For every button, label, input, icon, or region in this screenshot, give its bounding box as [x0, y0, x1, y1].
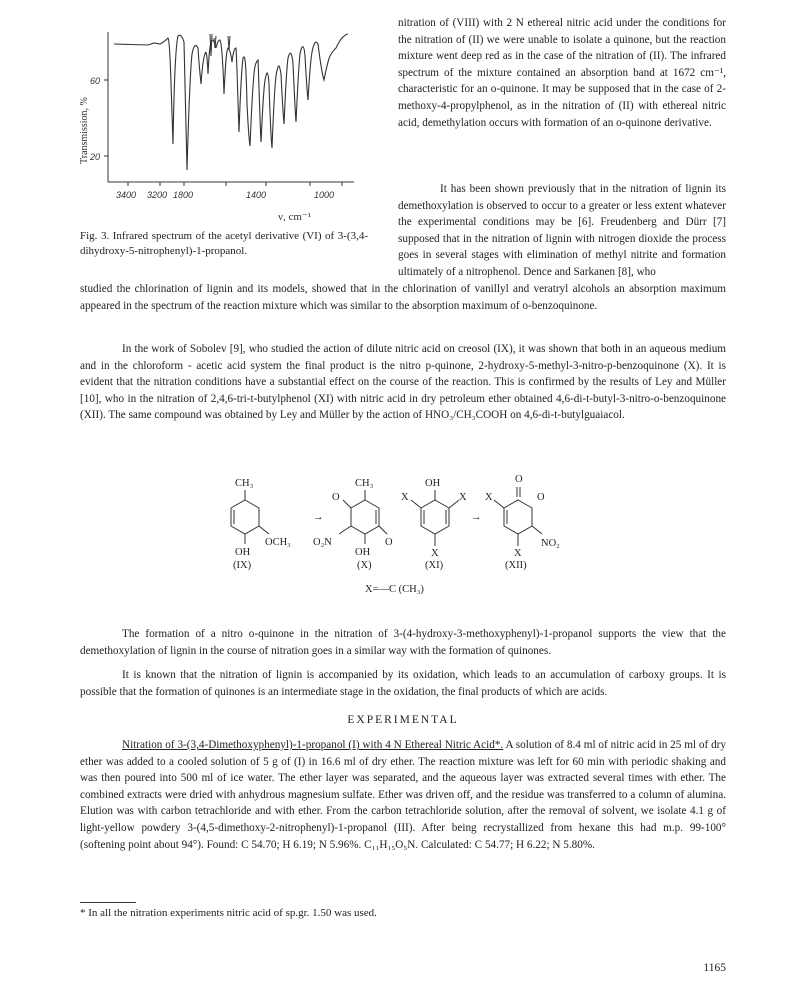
paragraph-experimental: [80, 737, 726, 853]
compound-xi: [401, 478, 467, 571]
paragraph-sobolev: In the work of Sobolev [9], who studied the action of dilute nitric acid on creosol (IX), it was shown that both in an aqueous medium and in the chloroform - acetic acid system the final product is the nitro p-quinone, 2-hydroxy-5-methyl-3-nitro-p-benzoquinone (X). It is evident that the nitration conditions have a substantial effect on the course of the reaction. This is confirmed by the results of Ley and Müller [10], who in the nitration of 2,4,6-tri-t-butylphenol (XI) with nitric acid in dry petroleum ether obtained 4,6-di-t-butyl-3-nitro-o-benzoquinone (XII). The same compound was obtained by Ley and Müller by the action of HNO₃/CH₃COOH on 4,6-di-t-butylguaiacol.: [80, 343, 726, 422]
footnote-rule: [80, 902, 136, 903]
paragraph-demethoxylation-top: It has been shown previously that in the nitration of lignin its demethoxylation is observed to occur to a greater or less extent whatever the experimental conditions may be [6]. Freudenberg and Dürr [7] supposed that in the nitration of lignin with nitrogen dioxide the process goes in several stages with elimination of methyl nitrite and formation ultimately of a nitrophenol. Dence and Sarkanen [8], who: [398, 183, 726, 278]
svg-text:X: X: [401, 492, 409, 503]
svg-text:X: X: [431, 548, 439, 559]
label-ix: (IX): [233, 560, 252, 571]
svg-text:NO₂: NO₂: [541, 538, 560, 549]
label-x: (X): [357, 560, 372, 571]
x-tick-1800: 1800: [173, 190, 194, 200]
svg-text:OH: OH: [355, 547, 371, 558]
arrow-1: →: [313, 512, 324, 523]
svg-text:CH₃: CH₃: [235, 478, 254, 489]
svg-text:O₂N: O₂N: [313, 537, 332, 548]
svg-text:O: O: [515, 474, 523, 485]
svg-text:X: X: [459, 492, 467, 503]
svg-text:OH: OH: [425, 478, 441, 489]
svg-text:CH₃: CH₃: [355, 478, 374, 489]
y-tick-60: 60: [90, 76, 101, 86]
svg-text:OCH₃: OCH₃: [265, 537, 291, 548]
experimental-heading: EXPERIMENTAL: [347, 714, 459, 726]
compound-xii: [485, 474, 560, 571]
paragraph-nitro-quinone: The formation of a nitro o-quinone in the nitration of 3-(4-hydroxy-3-methoxyphenyl)-1-propanol supports the view that the demethoxylation of lignin in the course of nitration goes in a similar way with the formation of quinones.: [80, 628, 726, 657]
paragraph-oxidation: It is known that the nitration of lignin is accompanied by its oxidation, which leads to an accumulation of carboxy groups. It is possible that the formation of quinones is an intermediate stage in the oxidation, the final products of which are acids.: [80, 669, 726, 698]
page-number: 1165: [703, 962, 726, 974]
svg-text:X: X: [485, 492, 493, 503]
x-tick-3400: 3400: [116, 190, 137, 200]
ir-spectrum-plot: [78, 14, 368, 228]
ir-spectrum-figure: [78, 14, 368, 228]
x-tick-3200: 3200: [147, 190, 168, 200]
x-tick-1400: 1400: [246, 190, 267, 200]
compound-x: [313, 478, 393, 571]
label-xi: (XI): [425, 560, 444, 571]
paragraph-nitration-viii: nitration of (VIII) with 2 N ethereal nitric acid under the conditions for the nitration of (II) we were unable to isolate a quinone, but the reaction mixture went deep red as in the case of the nitration of (II). The infrared spectrum of the mixture contained an absorption band at 1672 cm⁻¹, characteristic for an o-quinone. It may be supposed that in the case of 2-methoxy-4-propylphenol, as in the nitration of (II) with ethereal nitric acid, demethylation occurs with formation of an o-quinone derivative.: [398, 17, 726, 129]
spectrum-trace: [114, 34, 348, 170]
x-tick-1000: 1000: [314, 190, 335, 200]
footnote: * In all the nitration experiments nitric acid of sp.gr. 1.50 was used.: [80, 907, 377, 919]
arrow-2: →: [471, 512, 482, 523]
reaction-scheme-drawing: [215, 474, 605, 614]
x-axis-label: ν, cm⁻¹: [278, 211, 312, 223]
experimental-procedure-body: A solution of 8.4 ml of nitric acid in 25 ml of dry ether was added to a cooled solution of 5 g of (I) in 16.6 ml of dry ether. The reaction mixture was left for 60 min with periodic shaking and was then poured into 500 ml of ice water. The ether layer was separated, and the aqueous layer was extracted several times with ether. The combined extracts were dried with anhydrous magnesium sulfate. Ether was driven off, and the residue was transferred to a column of alumina. Elution was with carbon tetrachloride and with ether. From the carbon tetrachloride solution, after the removal of solvent, we isolate 4.1 g of light-yellow powdery 3-(4,5-dimethoxy-2-nitrophenyl)-1-propanol (III). After being recrystallized from hexane this had m.p. 99-100° (softening point about 94°). Found: C 54.70; H 6.19; N 5.96%. C₁₁H₁₅O₅N. Calculated: C 54.77; H 6.22; N 5.80%.: [80, 739, 726, 851]
paragraph-demethoxylation-bottom: studied the chlorination of lignin and its models, showed that in the chlorination of vanillyl and veratryl alcohols an absorption maximum appeared in the spectrum of the reaction mixture which was similar to the absorption maximum of o-benzoquinone.: [80, 283, 726, 312]
y-tick-20: 20: [90, 152, 101, 162]
figure-caption: Fig. 3. Infrared spectrum of the acetyl derivative (VI) of 3-(3,4-dihydroxy-5-nitrophenyl)-1-propanol.: [80, 230, 368, 257]
experimental-procedure-title: Nitration of 3-(3,4-Dimethoxyphenyl)-1-propanol (I) with 4 N Ethereal Nitric Acid*.: [122, 739, 504, 751]
svg-text:X: X: [514, 548, 522, 559]
x-definition: X=—C (CH₃): [365, 584, 424, 595]
reaction-scheme: [215, 474, 605, 614]
svg-text:O: O: [385, 537, 393, 548]
svg-text:O: O: [537, 492, 545, 503]
compound-ix: [231, 478, 291, 571]
y-axis-label: Transmission, %: [79, 97, 90, 164]
svg-text:OH: OH: [235, 547, 251, 558]
label-xii: (XII): [505, 560, 527, 571]
svg-text:O: O: [332, 492, 340, 503]
